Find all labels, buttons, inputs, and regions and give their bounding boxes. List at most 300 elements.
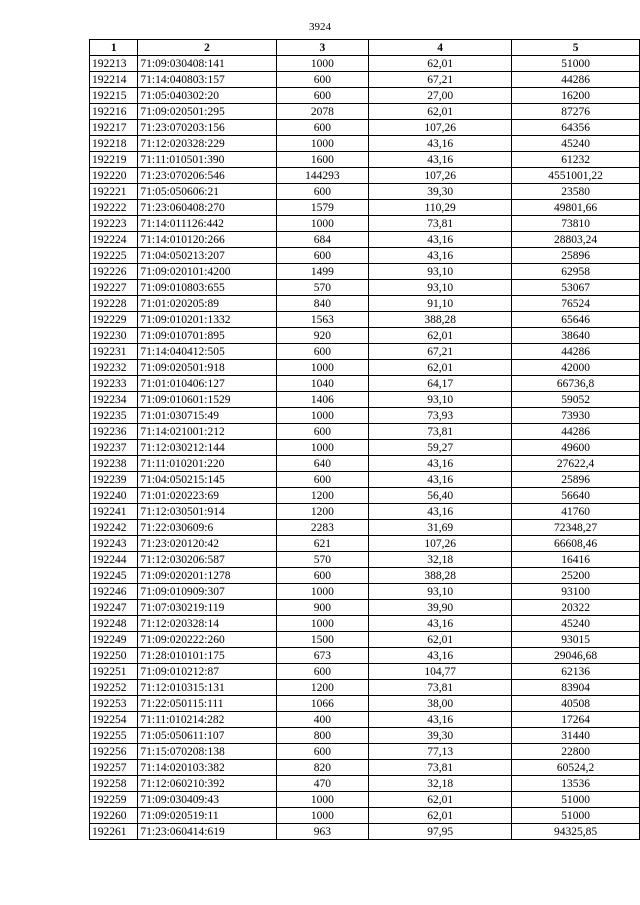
rate-cell: 107,26 xyxy=(369,168,512,184)
cadastral-number-cell: 71:09:020201:1278 xyxy=(138,568,276,584)
table-row xyxy=(90,568,640,584)
table-header xyxy=(90,40,640,56)
total-cell: 29046,68 xyxy=(512,648,640,664)
cadastral-number-cell: 71:23:070203:156 xyxy=(138,120,276,136)
row-number-cell: 192250 xyxy=(90,648,138,664)
rate-cell: 39,30 xyxy=(369,728,512,744)
area-cell: 600 xyxy=(276,120,369,136)
row-number-cell: 192214 xyxy=(90,72,138,88)
cadastral-number-cell: 71:01:020205:89 xyxy=(138,296,276,312)
cadastral-number-cell: 71:12:030501:914 xyxy=(138,504,276,520)
rate-cell: 56,40 xyxy=(369,488,512,504)
area-cell: 900 xyxy=(276,600,369,616)
area-cell: 840 xyxy=(276,296,369,312)
total-cell: 73810 xyxy=(512,216,640,232)
cadastral-number-cell: 71:09:020501:918 xyxy=(138,360,276,376)
rate-cell: 73,81 xyxy=(369,680,512,696)
area-cell: 570 xyxy=(276,552,369,568)
table-row xyxy=(90,104,640,120)
table-body xyxy=(90,56,640,840)
header-row xyxy=(90,40,640,56)
rate-cell: 73,81 xyxy=(369,216,512,232)
table-row xyxy=(90,168,640,184)
total-cell: 27622,4 xyxy=(512,456,640,472)
table-row xyxy=(90,552,640,568)
total-cell: 49600 xyxy=(512,440,640,456)
rate-cell: 77,13 xyxy=(369,744,512,760)
total-cell: 51000 xyxy=(512,808,640,824)
total-cell: 76524 xyxy=(512,296,640,312)
row-number-cell: 192257 xyxy=(90,760,138,776)
area-cell: 600 xyxy=(276,424,369,440)
total-cell: 59052 xyxy=(512,392,640,408)
area-cell: 600 xyxy=(276,72,369,88)
table-row xyxy=(90,152,640,168)
total-cell: 66736,8 xyxy=(512,376,640,392)
area-cell: 1600 xyxy=(276,152,369,168)
row-number-cell: 192223 xyxy=(90,216,138,232)
total-cell: 93100 xyxy=(512,584,640,600)
table-row xyxy=(90,200,640,216)
area-cell: 1000 xyxy=(276,136,369,152)
row-number-cell: 192228 xyxy=(90,296,138,312)
total-cell: 31440 xyxy=(512,728,640,744)
total-cell: 44286 xyxy=(512,72,640,88)
area-cell: 1000 xyxy=(276,56,369,72)
area-cell: 684 xyxy=(276,232,369,248)
row-number-cell: 192222 xyxy=(90,200,138,216)
rate-cell: 43,16 xyxy=(369,616,512,632)
rate-cell: 31,69 xyxy=(369,520,512,536)
cadastral-number-cell: 71:09:020222:260 xyxy=(138,632,276,648)
row-number-cell: 192232 xyxy=(90,360,138,376)
table-row xyxy=(90,472,640,488)
area-cell: 600 xyxy=(276,744,369,760)
table-row xyxy=(90,184,640,200)
table-row xyxy=(90,504,640,520)
area-cell: 673 xyxy=(276,648,369,664)
cadastral-number-cell: 71:28:010101:175 xyxy=(138,648,276,664)
area-cell: 820 xyxy=(276,760,369,776)
table-row xyxy=(90,488,640,504)
cadastral-number-cell: 71:01:010406:127 xyxy=(138,376,276,392)
table-row xyxy=(90,232,640,248)
table-row xyxy=(90,632,640,648)
total-cell: 22800 xyxy=(512,744,640,760)
cadastral-number-cell: 71:12:060210:392 xyxy=(138,776,276,792)
row-number-cell: 192225 xyxy=(90,248,138,264)
row-number-cell: 192234 xyxy=(90,392,138,408)
rate-cell: 62,01 xyxy=(369,792,512,808)
rate-cell: 38,00 xyxy=(369,696,512,712)
rate-cell: 62,01 xyxy=(369,328,512,344)
table-row xyxy=(90,312,640,328)
column-header-2: 2 xyxy=(138,40,276,56)
rate-cell: 93,10 xyxy=(369,280,512,296)
cadastral-number-cell: 71:09:030408:141 xyxy=(138,56,276,72)
row-number-cell: 192238 xyxy=(90,456,138,472)
column-header-1: 1 xyxy=(90,40,138,56)
rate-cell: 32,18 xyxy=(369,776,512,792)
total-cell: 28803,24 xyxy=(512,232,640,248)
total-cell: 49801,66 xyxy=(512,200,640,216)
rate-cell: 62,01 xyxy=(369,632,512,648)
rate-cell: 388,28 xyxy=(369,568,512,584)
total-cell: 65646 xyxy=(512,312,640,328)
rate-cell: 73,81 xyxy=(369,760,512,776)
area-cell: 1406 xyxy=(276,392,369,408)
column-header-5: 5 xyxy=(512,40,640,56)
area-cell: 600 xyxy=(276,248,369,264)
cadastral-number-cell: 71:05:050606:21 xyxy=(138,184,276,200)
table-row xyxy=(90,664,640,680)
row-number-cell: 192220 xyxy=(90,168,138,184)
row-number-cell: 192217 xyxy=(90,120,138,136)
area-cell: 1066 xyxy=(276,696,369,712)
cadastral-number-cell: 71:05:050611:107 xyxy=(138,728,276,744)
rate-cell: 110,29 xyxy=(369,200,512,216)
table-row xyxy=(90,600,640,616)
cadastral-number-cell: 71:09:020501:295 xyxy=(138,104,276,120)
cadastral-number-cell: 71:12:030206:587 xyxy=(138,552,276,568)
table-row xyxy=(90,264,640,280)
total-cell: 51000 xyxy=(512,792,640,808)
table-row xyxy=(90,744,640,760)
row-number-cell: 192219 xyxy=(90,152,138,168)
row-number-cell: 192260 xyxy=(90,808,138,824)
table-row xyxy=(90,248,640,264)
area-cell: 144293 xyxy=(276,168,369,184)
area-cell: 470 xyxy=(276,776,369,792)
table-row xyxy=(90,456,640,472)
table-row xyxy=(90,296,640,312)
total-cell: 61232 xyxy=(512,152,640,168)
cadastral-number-cell: 71:12:030212:144 xyxy=(138,440,276,456)
total-cell: 45240 xyxy=(512,616,640,632)
total-cell: 25200 xyxy=(512,568,640,584)
total-cell: 87276 xyxy=(512,104,640,120)
area-cell: 600 xyxy=(276,344,369,360)
area-cell: 600 xyxy=(276,472,369,488)
table-row xyxy=(90,216,640,232)
row-number-cell: 192243 xyxy=(90,536,138,552)
table-row xyxy=(90,776,640,792)
row-number-cell: 192224 xyxy=(90,232,138,248)
table-row xyxy=(90,376,640,392)
rate-cell: 43,16 xyxy=(369,136,512,152)
cadastral-number-cell: 71:14:040412:505 xyxy=(138,344,276,360)
total-cell: 25896 xyxy=(512,472,640,488)
total-cell: 16416 xyxy=(512,552,640,568)
table-row xyxy=(90,728,640,744)
cadastral-number-cell: 71:07:030219:119 xyxy=(138,600,276,616)
rate-cell: 43,16 xyxy=(369,152,512,168)
row-number-cell: 192247 xyxy=(90,600,138,616)
table-row xyxy=(90,72,640,88)
cadastral-number-cell: 71:09:010803:655 xyxy=(138,280,276,296)
area-cell: 600 xyxy=(276,664,369,680)
area-cell: 1200 xyxy=(276,680,369,696)
rate-cell: 104,77 xyxy=(369,664,512,680)
table-row xyxy=(90,424,640,440)
table-row xyxy=(90,88,640,104)
table-row xyxy=(90,584,640,600)
rate-cell: 39,90 xyxy=(369,600,512,616)
data-table xyxy=(89,39,640,840)
cadastral-number-cell: 71:14:020103:382 xyxy=(138,760,276,776)
area-cell: 400 xyxy=(276,712,369,728)
area-cell: 621 xyxy=(276,536,369,552)
table-row xyxy=(90,680,640,696)
page-number: 3924 xyxy=(309,21,331,33)
cadastral-number-cell: 71:15:070208:138 xyxy=(138,744,276,760)
row-number-cell: 192231 xyxy=(90,344,138,360)
area-cell: 1000 xyxy=(276,440,369,456)
rate-cell: 62,01 xyxy=(369,808,512,824)
table-row xyxy=(90,536,640,552)
table-row xyxy=(90,328,640,344)
area-cell: 1000 xyxy=(276,360,369,376)
rate-cell: 388,28 xyxy=(369,312,512,328)
cadastral-number-cell: 71:14:021001:212 xyxy=(138,424,276,440)
area-cell: 1563 xyxy=(276,312,369,328)
cadastral-number-cell: 71:09:020101:4200 xyxy=(138,264,276,280)
total-cell: 45240 xyxy=(512,136,640,152)
total-cell: 40508 xyxy=(512,696,640,712)
area-cell: 2078 xyxy=(276,104,369,120)
table-row xyxy=(90,824,640,840)
area-cell: 1040 xyxy=(276,376,369,392)
cadastral-number-cell: 71:12:020328:14 xyxy=(138,616,276,632)
area-cell: 1579 xyxy=(276,200,369,216)
area-cell: 920 xyxy=(276,328,369,344)
rate-cell: 43,16 xyxy=(369,712,512,728)
column-header-4: 4 xyxy=(369,40,512,56)
total-cell: 25896 xyxy=(512,248,640,264)
total-cell: 51000 xyxy=(512,56,640,72)
cadastral-number-cell: 71:11:010214:282 xyxy=(138,712,276,728)
row-number-cell: 192240 xyxy=(90,488,138,504)
row-number-cell: 192246 xyxy=(90,584,138,600)
cadastral-number-cell: 71:01:030715:49 xyxy=(138,408,276,424)
rate-cell: 32,18 xyxy=(369,552,512,568)
cadastral-number-cell: 71:09:030409:43 xyxy=(138,792,276,808)
rate-cell: 39,30 xyxy=(369,184,512,200)
cadastral-number-cell: 71:01:020223:69 xyxy=(138,488,276,504)
row-number-cell: 192229 xyxy=(90,312,138,328)
row-number-cell: 192244 xyxy=(90,552,138,568)
area-cell: 1000 xyxy=(276,584,369,600)
cadastral-number-cell: 71:12:010315:131 xyxy=(138,680,276,696)
area-cell: 600 xyxy=(276,568,369,584)
area-cell: 1000 xyxy=(276,616,369,632)
table-row xyxy=(90,136,640,152)
row-number-cell: 192215 xyxy=(90,88,138,104)
cadastral-number-cell: 71:09:010909:307 xyxy=(138,584,276,600)
cadastral-number-cell: 71:23:070206:546 xyxy=(138,168,276,184)
rate-cell: 43,16 xyxy=(369,648,512,664)
cadastral-number-cell: 71:09:010201:1332 xyxy=(138,312,276,328)
rate-cell: 73,93 xyxy=(369,408,512,424)
area-cell: 963 xyxy=(276,824,369,840)
total-cell: 4551001,22 xyxy=(512,168,640,184)
table-row xyxy=(90,792,640,808)
total-cell: 41760 xyxy=(512,504,640,520)
rate-cell: 27,00 xyxy=(369,88,512,104)
table-row xyxy=(90,120,640,136)
row-number-cell: 192230 xyxy=(90,328,138,344)
total-cell: 72348,27 xyxy=(512,520,640,536)
area-cell: 2283 xyxy=(276,520,369,536)
table-row xyxy=(90,392,640,408)
area-cell: 570 xyxy=(276,280,369,296)
rate-cell: 93,10 xyxy=(369,264,512,280)
column-header-3: 3 xyxy=(276,40,369,56)
rate-cell: 67,21 xyxy=(369,344,512,360)
total-cell: 53067 xyxy=(512,280,640,296)
total-cell: 13536 xyxy=(512,776,640,792)
row-number-cell: 192242 xyxy=(90,520,138,536)
total-cell: 60524,2 xyxy=(512,760,640,776)
total-cell: 73930 xyxy=(512,408,640,424)
total-cell: 44286 xyxy=(512,344,640,360)
cadastral-number-cell: 71:09:020519:11 xyxy=(138,808,276,824)
total-cell: 56640 xyxy=(512,488,640,504)
table-row xyxy=(90,280,640,296)
total-cell: 64356 xyxy=(512,120,640,136)
table-row xyxy=(90,616,640,632)
rate-cell: 43,16 xyxy=(369,248,512,264)
total-cell: 20322 xyxy=(512,600,640,616)
table-row xyxy=(90,760,640,776)
row-number-cell: 192237 xyxy=(90,440,138,456)
cadastral-number-cell: 71:09:010701:895 xyxy=(138,328,276,344)
area-cell: 1000 xyxy=(276,792,369,808)
area-cell: 1000 xyxy=(276,408,369,424)
row-number-cell: 192233 xyxy=(90,376,138,392)
area-cell: 1200 xyxy=(276,504,369,520)
total-cell: 93015 xyxy=(512,632,640,648)
table-row xyxy=(90,360,640,376)
row-number-cell: 192241 xyxy=(90,504,138,520)
rate-cell: 62,01 xyxy=(369,360,512,376)
rate-cell: 107,26 xyxy=(369,536,512,552)
table-row xyxy=(90,408,640,424)
row-number-cell: 192261 xyxy=(90,824,138,840)
rate-cell: 64,17 xyxy=(369,376,512,392)
area-cell: 800 xyxy=(276,728,369,744)
cadastral-number-cell: 71:22:050115:111 xyxy=(138,696,276,712)
table-row xyxy=(90,808,640,824)
rate-cell: 107,26 xyxy=(369,120,512,136)
row-number-cell: 192236 xyxy=(90,424,138,440)
rate-cell: 62,01 xyxy=(369,104,512,120)
total-cell: 17264 xyxy=(512,712,640,728)
rate-cell: 43,16 xyxy=(369,232,512,248)
row-number-cell: 192235 xyxy=(90,408,138,424)
row-number-cell: 192253 xyxy=(90,696,138,712)
total-cell: 23580 xyxy=(512,184,640,200)
cadastral-number-cell: 71:14:040803:157 xyxy=(138,72,276,88)
cadastral-number-cell: 71:05:040302:20 xyxy=(138,88,276,104)
table-row xyxy=(90,696,640,712)
rate-cell: 59,27 xyxy=(369,440,512,456)
cadastral-number-cell: 71:09:010212:87 xyxy=(138,664,276,680)
row-number-cell: 192213 xyxy=(90,56,138,72)
row-number-cell: 192255 xyxy=(90,728,138,744)
cadastral-number-cell: 71:11:010201:220 xyxy=(138,456,276,472)
rate-cell: 67,21 xyxy=(369,72,512,88)
rate-cell: 62,01 xyxy=(369,56,512,72)
rate-cell: 91,10 xyxy=(369,296,512,312)
cadastral-number-cell: 71:23:060414:619 xyxy=(138,824,276,840)
cadastral-number-cell: 71:23:020120:42 xyxy=(138,536,276,552)
row-number-cell: 192256 xyxy=(90,744,138,760)
table-row xyxy=(90,56,640,72)
row-number-cell: 192249 xyxy=(90,632,138,648)
total-cell: 42000 xyxy=(512,360,640,376)
total-cell: 66608,46 xyxy=(512,536,640,552)
row-number-cell: 192239 xyxy=(90,472,138,488)
total-cell: 83904 xyxy=(512,680,640,696)
row-number-cell: 192251 xyxy=(90,664,138,680)
row-number-cell: 192258 xyxy=(90,776,138,792)
row-number-cell: 192216 xyxy=(90,104,138,120)
rate-cell: 43,16 xyxy=(369,472,512,488)
row-number-cell: 192227 xyxy=(90,280,138,296)
cadastral-number-cell: 71:23:060408:270 xyxy=(138,200,276,216)
table-row xyxy=(90,712,640,728)
cadastral-number-cell: 71:11:010501:390 xyxy=(138,152,276,168)
cadastral-number-cell: 71:04:050215:145 xyxy=(138,472,276,488)
rate-cell: 43,16 xyxy=(369,504,512,520)
row-number-cell: 192259 xyxy=(90,792,138,808)
row-number-cell: 192226 xyxy=(90,264,138,280)
row-number-cell: 192218 xyxy=(90,136,138,152)
cadastral-number-cell: 71:04:050213:207 xyxy=(138,248,276,264)
cadastral-number-cell: 71:22:030609:6 xyxy=(138,520,276,536)
total-cell: 44286 xyxy=(512,424,640,440)
area-cell: 640 xyxy=(276,456,369,472)
row-number-cell: 192248 xyxy=(90,616,138,632)
area-cell: 1000 xyxy=(276,808,369,824)
row-number-cell: 192245 xyxy=(90,568,138,584)
area-cell: 600 xyxy=(276,88,369,104)
total-cell: 62958 xyxy=(512,264,640,280)
table-row xyxy=(90,520,640,536)
area-cell: 1000 xyxy=(276,216,369,232)
total-cell: 16200 xyxy=(512,88,640,104)
cadastral-number-cell: 71:09:010601:1529 xyxy=(138,392,276,408)
table-row xyxy=(90,648,640,664)
rate-cell: 43,16 xyxy=(369,456,512,472)
area-cell: 1499 xyxy=(276,264,369,280)
cadastral-number-cell: 71:12:020328:229 xyxy=(138,136,276,152)
rate-cell: 73,81 xyxy=(369,424,512,440)
total-cell: 62136 xyxy=(512,664,640,680)
area-cell: 1200 xyxy=(276,488,369,504)
rate-cell: 93,10 xyxy=(369,392,512,408)
area-cell: 1500 xyxy=(276,632,369,648)
table-row xyxy=(90,440,640,456)
cadastral-number-cell: 71:14:011126:442 xyxy=(138,216,276,232)
rate-cell: 97,95 xyxy=(369,824,512,840)
row-number-cell: 192252 xyxy=(90,680,138,696)
row-number-cell: 192254 xyxy=(90,712,138,728)
table-row xyxy=(90,344,640,360)
row-number-cell: 192221 xyxy=(90,184,138,200)
total-cell: 38640 xyxy=(512,328,640,344)
